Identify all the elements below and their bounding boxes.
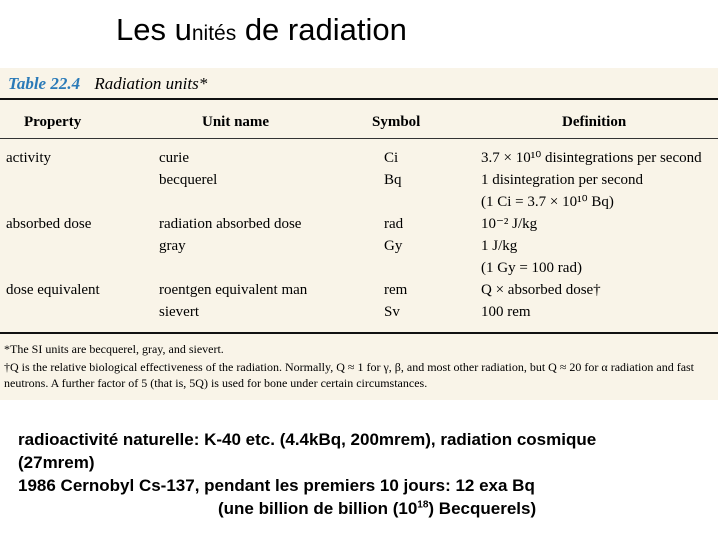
body-text	[18, 428, 718, 520]
cell-unit: gray	[159, 238, 186, 254]
title-part-2: nités	[191, 22, 237, 45]
header-definition: Definition	[562, 114, 627, 130]
cell-property: absorbed dose	[6, 216, 92, 232]
cell-unit: sievert	[159, 304, 199, 320]
header-symbol: Symbol	[372, 114, 421, 130]
cell-definition: 100 rem	[481, 304, 531, 320]
cell-symbol: rad	[384, 216, 404, 232]
body-line	[18, 497, 718, 520]
body-line: (27mrem)	[18, 453, 95, 472]
cell-definition: 1 J/kg	[481, 238, 518, 254]
cell-definition: (1 Gy = 100 rad)	[481, 260, 582, 276]
cell-symbol: Ci	[384, 150, 399, 166]
table-caption: Radiation units*	[94, 74, 208, 93]
body-line: 1986 Cernobyl Cs-137, pendant les premiers 10 jours: 12 exa Bq	[18, 476, 535, 495]
cell-property: activity	[6, 150, 51, 166]
cell-unit: becquerel	[159, 172, 218, 188]
cell-unit: curie	[159, 150, 189, 166]
body-line-text: (une billion de billion (10	[218, 499, 418, 518]
slide-title	[116, 12, 407, 48]
table-number: Table 22.4	[8, 74, 81, 93]
top-rule	[0, 98, 718, 100]
footnote: *The SI units are becquerel, gray, and sievert.	[4, 342, 224, 356]
body-line: radioactivité naturelle: K-40 etc. (4.4kBq, 200mrem), radiation cosmique	[18, 430, 597, 449]
cell-definition: 3.7 × 10¹⁰ disintegrations per second	[481, 150, 702, 166]
cell-unit: roentgen equivalent man	[159, 282, 308, 298]
cell-symbol: Bq	[384, 172, 402, 188]
body-line-text: ) Becquerels)	[428, 499, 537, 518]
radiation-units-table	[0, 68, 718, 400]
bottom-rule	[0, 332, 718, 334]
exponent: 18	[417, 499, 429, 511]
footnote: †Q is the relative biological effectiveness of the radiation. Normally, Q ≈ 1 for γ, β, and most other radiation, but Q ≈ 20 for α radiation and fast	[4, 360, 695, 374]
cell-symbol: Gy	[384, 238, 403, 254]
table-heading	[8, 74, 207, 94]
cell-symbol: rem	[384, 282, 408, 298]
cell-symbol: Sv	[384, 304, 400, 320]
cell-definition: (1 Ci = 3.7 × 10¹⁰ Bq)	[481, 194, 614, 210]
cell-property: dose equivalent	[6, 282, 100, 298]
cell-unit: radiation absorbed dose	[159, 216, 302, 232]
cell-definition: 10⁻² J/kg	[481, 216, 538, 232]
header-rule	[0, 138, 718, 139]
cell-definition: 1 disintegration per second	[481, 172, 644, 188]
footnote: neutrons. A further factor of 5 (that is, 5Q) is used for bone under certain circumstances.	[4, 376, 428, 390]
cell-definition: Q × absorbed dose†	[481, 282, 601, 298]
title-part-1: Les u	[116, 12, 192, 47]
title-part-3: de radiation	[236, 12, 407, 47]
header-unit-name: Unit name	[202, 114, 270, 130]
header-property: Property	[24, 114, 82, 130]
